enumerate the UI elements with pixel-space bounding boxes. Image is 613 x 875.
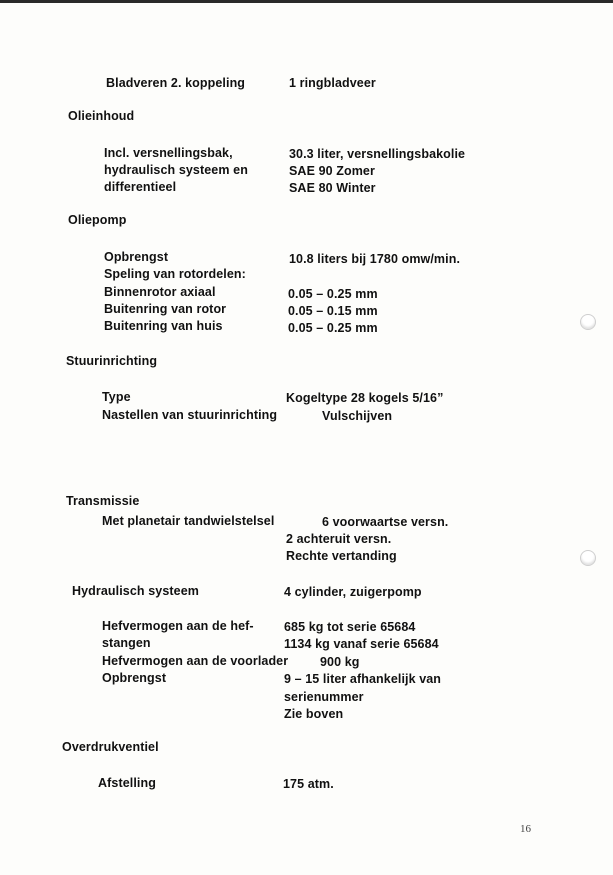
spec-value: 6 voorwaartse versn.: [322, 515, 449, 529]
spec-label: Buitenring van huis: [104, 319, 223, 333]
spec-label: Bladveren 2. koppeling: [106, 76, 246, 90]
spec-label: Incl. versnellingsbak,: [104, 146, 233, 160]
spec-value: 2 achteruit versn.: [286, 532, 392, 546]
page-number: 16: [520, 823, 531, 835]
spec-label: hydraulisch systeem en: [104, 163, 248, 177]
punch-hole-top: [580, 314, 596, 330]
spec-value: serienummer: [284, 690, 364, 704]
spec-value: 175 atm.: [283, 777, 334, 791]
spec-label: Hefvermogen aan de voorlader: [102, 654, 289, 668]
section-heading-overdrukventiel: Overdrukventiel: [62, 740, 159, 754]
spec-label: Opbrengst: [104, 250, 169, 264]
page-top-border: [0, 0, 613, 3]
spec-label: Opbrengst: [102, 671, 167, 685]
spec-value: 1 ringbladveer: [289, 76, 376, 90]
spec-label: Met planetair tandwielstelsel: [102, 514, 275, 528]
spec-value: SAE 80 Winter: [289, 181, 376, 195]
punch-hole-bottom: [580, 550, 596, 566]
spec-label: Hefvermogen aan de hef-: [102, 619, 254, 633]
spec-label: Nastellen van stuurinrichting: [102, 408, 278, 422]
spec-label: stangen: [102, 636, 151, 650]
section-heading-transmissie: Transmissie: [66, 494, 140, 508]
spec-value: 685 kg tot serie 65684: [284, 620, 416, 634]
spec-label: Afstelling: [98, 776, 156, 790]
spec-value: Rechte vertanding: [286, 549, 397, 563]
spec-label: Speling van rotordelen:: [104, 267, 246, 281]
section-heading-olieinhoud: Olieinhoud: [68, 109, 135, 123]
spec-value: 0.05 – 0.25 mm: [288, 287, 378, 301]
spec-value: 0.05 – 0.25 mm: [288, 321, 378, 335]
spec-value: 10.8 liters bij 1780 omw/min.: [289, 252, 461, 266]
spec-value: 30.3 liter, versnellingsbakolie: [289, 147, 466, 161]
spec-value: SAE 90 Zomer: [289, 164, 375, 178]
section-heading-stuurinrichting: Stuurinrichting: [66, 354, 158, 368]
spec-label: differentieel: [104, 180, 177, 194]
spec-label: Type: [102, 390, 131, 404]
spec-value: 4 cylinder, zuigerpomp: [284, 585, 422, 599]
section-heading-hydraulisch-systeem: Hydraulisch systeem: [72, 584, 199, 598]
section-heading-oliepomp: Oliepomp: [68, 213, 127, 227]
spec-value: 1134 kg vanaf serie 65684: [284, 637, 439, 651]
spec-value: 9 – 15 liter afhankelijk van: [284, 672, 442, 686]
spec-label: Buitenring van rotor: [104, 302, 227, 316]
spec-value: 900 kg: [320, 655, 360, 669]
spec-value: Zie boven: [284, 707, 344, 721]
spec-value: Vulschijven: [322, 409, 393, 423]
spec-value: Kogeltype 28 kogels 5/16”: [286, 391, 444, 405]
spec-value: 0.05 – 0.15 mm: [288, 304, 378, 318]
spec-label: Binnenrotor axiaal: [104, 285, 216, 299]
